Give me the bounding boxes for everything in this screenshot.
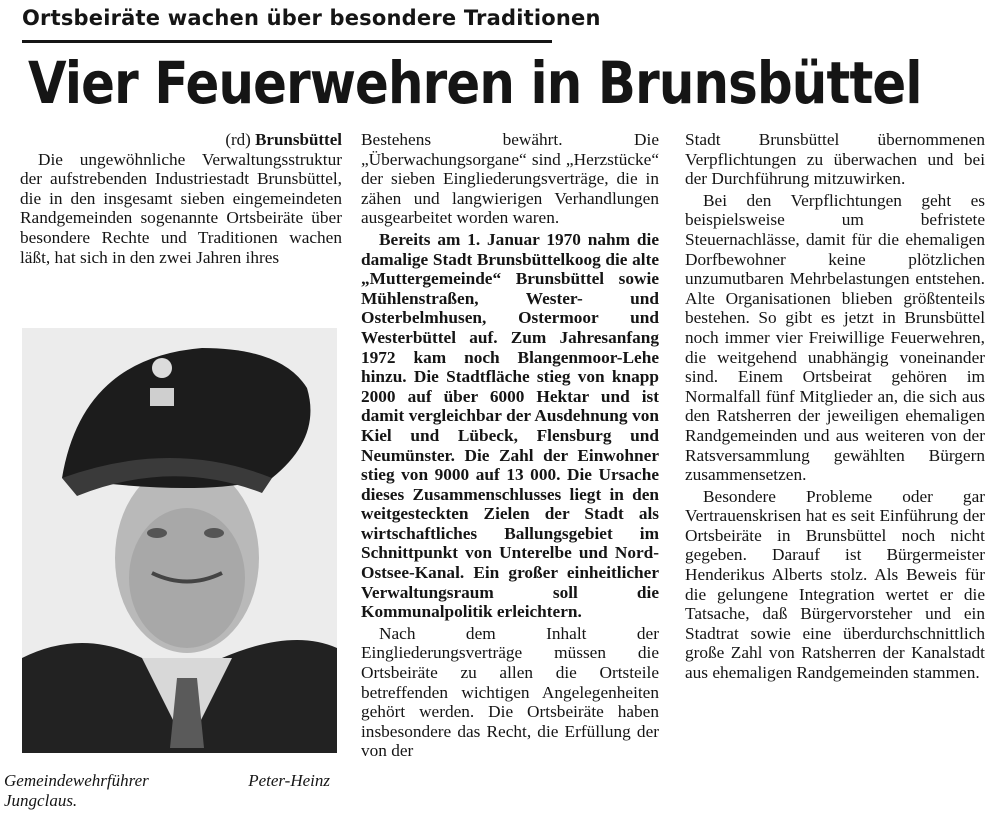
article-headline: Vier Feuerwehren in Brunsbüttel xyxy=(28,49,922,117)
paragraph: Bereits am 1. Januar 1970 nahm die damalige Stadt Brunsbüttelkoog die alte „Muttergemeinde“ Brunsbüttel sowie Mühlenstraßen, Wester- und Osterbelmhusen, Ostermoor und Westerbüttel auf. Zum Jahresanfang 1972 kam noch Blangenmoor-Lehe hinzu. Die Stadtfläche stieg von knapp 2000 auf über 6000 Hektar und ist damit vergleichbar der Ausdehnung von Kiel und Lübeck, Flensburg und Neumünster. Die Zahl der Einwohner stieg von 9000 auf 13 000. Die Ursache dieses Zusammenschlusses liegt in den weitgesteckten Zielen der Stadt als wirtschaftliches Ballungsgebiet im Schnittpunkt von Unterelbe und Nord-Ostsee-Kanal. Ein großer einheitlicher Verwaltungsraum soll die Kommunalpolitik erleichtern. xyxy=(361,229,659,622)
portrait-image xyxy=(22,328,337,753)
caption-line2: Jungclaus. xyxy=(4,791,78,810)
paragraph: Bei den Verpflichtungen geht es beispielsweise um befristete Steuernachlässe, damit für die ehemaligen Dorfbewohner keine plötzlichen unzumutbaren Mehrbelastungen entstehen. Alte Organisationen blieben größtenteils bestehen. So gibt es jetzt in Brunsbüttel noch immer vier Freiwillige Feuerwehren, die weitgehend unabhängig voneinander sind. Einem Ortsbeirat gehören im Normalfall fünf Mitglieder an, die sich aus den Ratsherren der jeweiligen ehemaligen Randgemeinden und aus weiteren von der Ratsversammlung gewählten Bürgern zusammensetzen. xyxy=(685,190,985,485)
portrait-photo xyxy=(22,328,337,753)
paragraph: Nach dem Inhalt der Eingliederungsverträge müssen die Ortsbeiräte zu allen die Ortsteile betreffenden wichtigen Angelegenheiten gehört werden. Die Ortsbeiräte haben insbesondere das Recht, die Erfüllung der von der xyxy=(361,623,659,761)
byline-agency: (rd) xyxy=(225,130,251,149)
caption-right: Peter-Heinz xyxy=(248,771,330,790)
byline-place: Brunsbüttel xyxy=(255,130,342,149)
paragraph: Die ungewöhnliche Verwaltungsstruktur der aufstrebenden Industriestadt Brunsbüttel, die in den insgesamt sieben eingemeindeten Randgemeinden sogenannte Ortsbeiräte über besondere Rechte und Traditionen wachen läßt, hat sich in den zwei Jahren ihres xyxy=(20,149,342,267)
kicker-underline xyxy=(22,40,552,43)
paragraph: Bestehens bewährt. Die „Überwachungsorgane“ sind „Herzstücke“ der sieben Eingliederungsverträge, die in zähen und langwierigen Verhandlungen ausgearbeitet worden waren. xyxy=(361,130,659,228)
column-1 xyxy=(20,130,342,267)
paragraph: Stadt Brunsbüttel übernommenen Verpflichtungen zu überwachen und bei der Durchführung mitzuwirken. xyxy=(685,130,985,189)
article-kicker: Ortsbeiräte wachen über besondere Traditionen xyxy=(22,6,601,30)
column-3 xyxy=(685,130,985,683)
paragraph: Besondere Probleme oder gar Vertrauenskrisen hat es seit Einführung der Ortsbeiräte in Brunsbüttel noch nicht gegeben. Darauf ist Bürgermeister Henderikus Alberts stolz. Als Beweis für die gelungene Integration wertet er die Tatsache, daß Bürgervorsteher und ein Stadtrat sowie eine überdurchschnittlich große Zahl von Ratsherren der Kanalstadt aus ehemaligen Randgemeinden stammen. xyxy=(685,486,985,683)
column-2 xyxy=(361,130,659,761)
photo-caption xyxy=(4,771,330,811)
byline xyxy=(20,130,342,150)
caption-left: Gemeindewehrführer xyxy=(4,771,149,790)
